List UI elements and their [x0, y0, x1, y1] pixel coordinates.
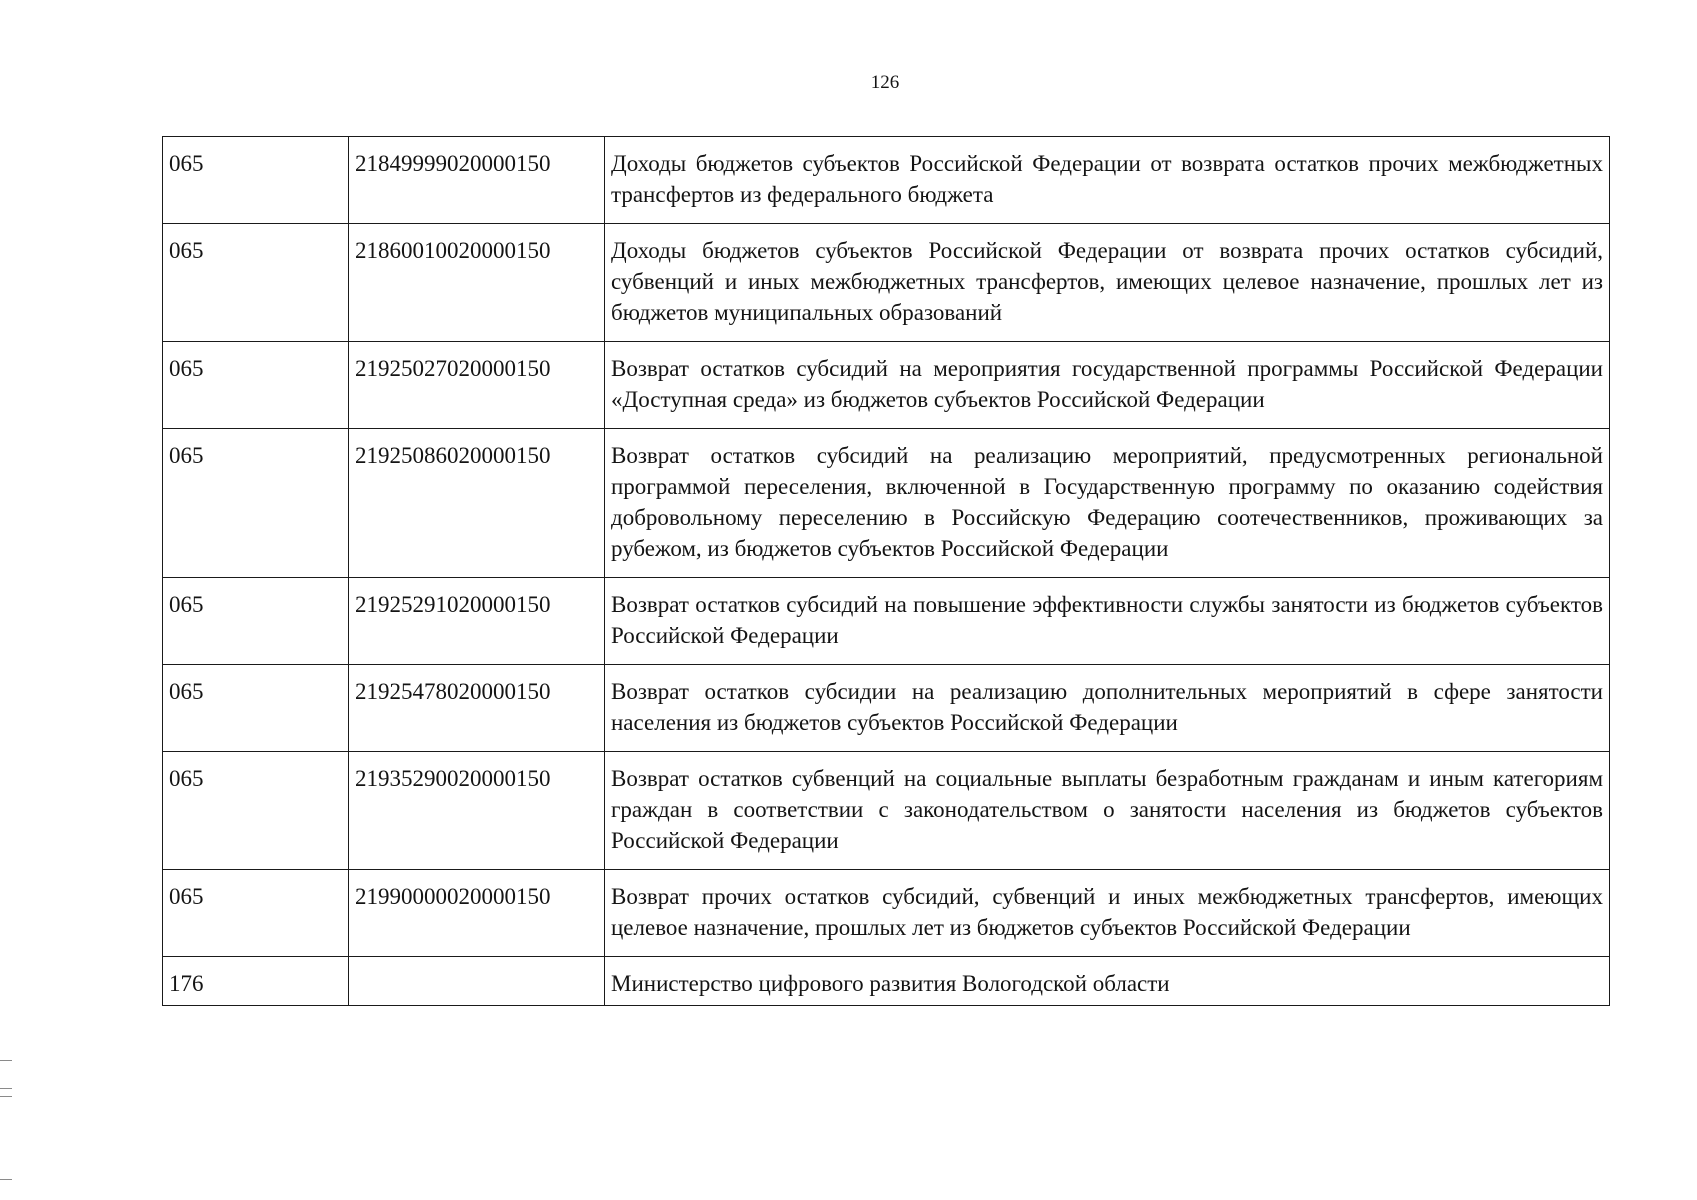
admin-code-cell: 065: [163, 342, 349, 429]
scan-mark: [0, 1179, 12, 1180]
kbk-code-cell: 21925478020000150: [349, 665, 605, 752]
page-number: 126: [870, 72, 900, 93]
scan-mark: [0, 1096, 12, 1097]
description-cell: Возврат остатков субсидий на мероприятия государственной программы Российской Федерации «Доступная среда» из бюджетов субъектов Российской Федерации: [605, 342, 1610, 429]
admin-code-cell: 176: [163, 957, 349, 1006]
kbk-code-cell: 21935290020000150: [349, 752, 605, 870]
admin-code-cell: 065: [163, 752, 349, 870]
table-row: [163, 137, 1610, 224]
table-row: [163, 665, 1610, 752]
table-row: [163, 224, 1610, 342]
admin-code-cell: 065: [163, 429, 349, 578]
admin-code-cell: 065: [163, 224, 349, 342]
kbk-code-cell: 21925086020000150: [349, 429, 605, 578]
table-row: [163, 870, 1610, 957]
table-row: [163, 429, 1610, 578]
kbk-code-cell: 21990000020000150: [349, 870, 605, 957]
scan-mark: [0, 1088, 12, 1089]
admin-code-cell: 065: [163, 870, 349, 957]
description-cell: Возврат прочих остатков субсидий, субвенций и иных межбюджетных трансфертов, имеющих целевое назначение, прошлых лет из бюджетов субъектов Российской Федерации: [605, 870, 1610, 957]
budget-codes-table: [162, 136, 1610, 1006]
kbk-code-cell: 21849999020000150: [349, 137, 605, 224]
description-cell: Возврат остатков субсидий на повышение эффективности службы занятости из бюджетов субъектов Российской Федерации: [605, 578, 1610, 665]
admin-code-cell: 065: [163, 137, 349, 224]
kbk-code-cell: [349, 957, 605, 1006]
description-cell: Возврат остатков субсидий на реализацию мероприятий, предусмотренных региональной программой переселения, включенной в Государственную программу по оказанию содействия добровольному переселению в Российскую Федерацию соотечественников, проживающих за рубежом, из бюджетов субъектов Российской Федерации: [605, 429, 1610, 578]
admin-code-cell: 065: [163, 665, 349, 752]
table-row: [163, 957, 1610, 1006]
kbk-code-cell: 21860010020000150: [349, 224, 605, 342]
scan-mark: [0, 1060, 12, 1061]
description-cell: Доходы бюджетов субъектов Российской Федерации от возврата прочих остатков субсидий, субвенций и иных межбюджетных трансфертов, имеющих целевое назначение, прошлых лет из бюджетов муниципальных образований: [605, 224, 1610, 342]
table-row: [163, 578, 1610, 665]
description-cell: Возврат остатков субвенций на социальные выплаты безработным гражданам и иным категориям граждан в соответствии с законодательством о занятости населения из бюджетов субъектов Российской Федерации: [605, 752, 1610, 870]
description-cell: Возврат остатков субсидии на реализацию дополнительных мероприятий в сфере занятости населения из бюджетов субъектов Российской Федерации: [605, 665, 1610, 752]
table-row: [163, 342, 1610, 429]
admin-code-cell: 065: [163, 578, 349, 665]
kbk-code-cell: 21925027020000150: [349, 342, 605, 429]
description-cell: Министерство цифрового развития Вологодской области: [605, 957, 1610, 1006]
kbk-code-cell: 21925291020000150: [349, 578, 605, 665]
table-row: [163, 752, 1610, 870]
description-cell: Доходы бюджетов субъектов Российской Федерации от возврата остатков прочих межбюджетных трансфертов из федерального бюджета: [605, 137, 1610, 224]
